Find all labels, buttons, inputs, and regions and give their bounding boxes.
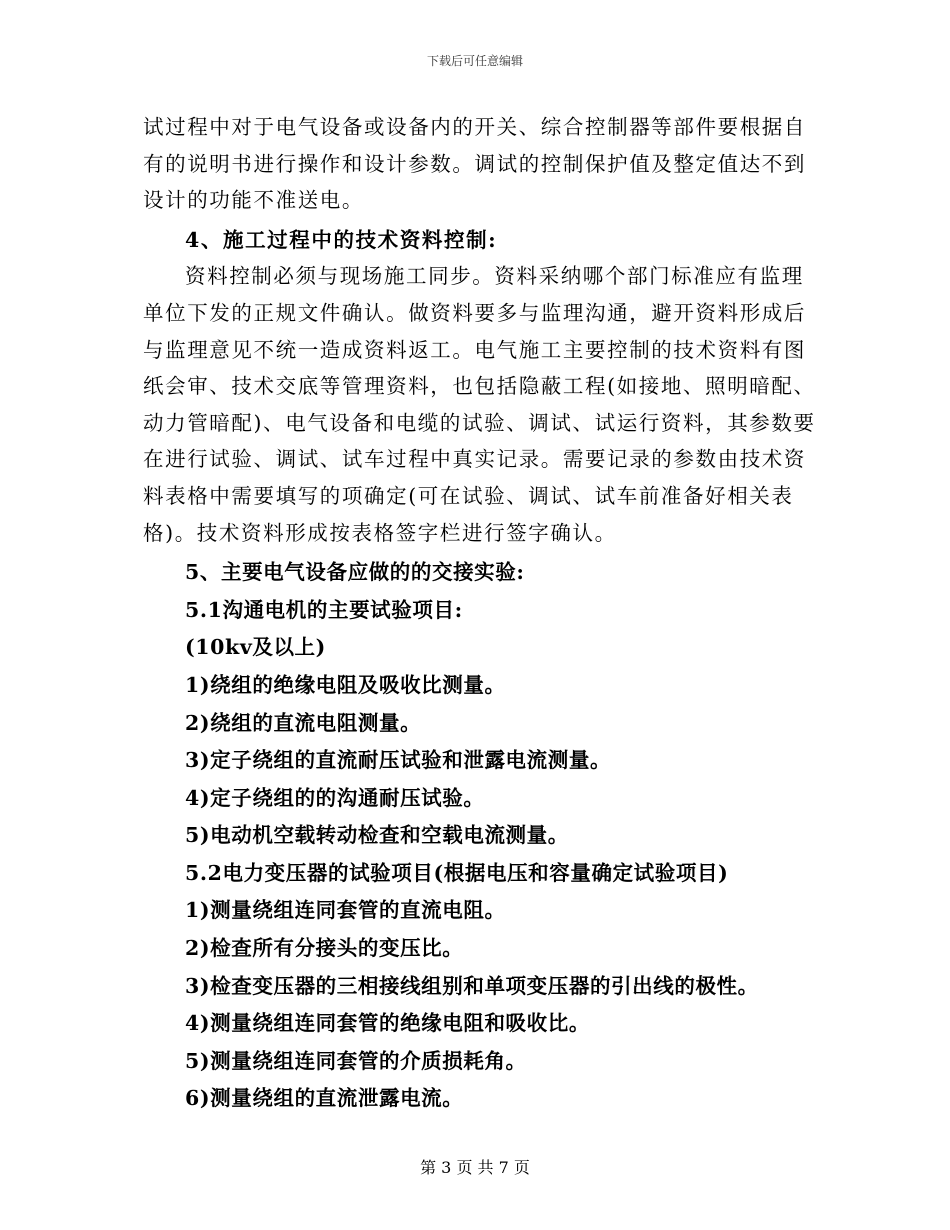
paragraph-line: 料表格中需要填写的项确定(可在试验、调试、试车前准备好相关表	[143, 483, 794, 508]
section-heading-5: 5、主要电气设备应做的的交接实验:	[185, 560, 525, 585]
paragraph-line: 有的说明书进行操作和设计参数。调试的控制保护值及整定值达不到	[143, 151, 806, 176]
list-item: (10kv及以上)	[185, 635, 326, 660]
paragraph-line: 动力管暗配)、电气设备和电缆的试验、调试、试运行资料，其参数要	[143, 410, 816, 435]
paragraph-line: 纸会审、技术交底等管理资料，也包括隐蔽工程(如接地、照明暗配、	[143, 374, 816, 399]
list-item: 6)测量绕组的直流泄露电流。	[185, 1086, 464, 1111]
paragraph-line: 与监理意见不统一造成资料返工。电气施工主要控制的技术资料有图	[143, 337, 806, 362]
paragraph-line: 试过程中对于电气设备或设备内的开关、综合控制器等部件要根据自	[143, 115, 806, 139]
list-item: 1)测量绕组连同套管的直流电阻。	[185, 898, 506, 923]
subsection-heading: 5.2电力变压器的试验项目(根据电压和容量确定试验项目)	[185, 860, 729, 885]
list-item: 3)检查变压器的三相接线组别和单项变压器的引出线的极性。	[185, 973, 759, 998]
document-body	[143, 109, 816, 1118]
paragraph-line: 资料控制必须与现场施工同步。资料采纳哪个部门标准应有监理	[185, 264, 804, 289]
list-item: 4)测量绕组连同套管的绝缘电阻和吸收比。	[185, 1011, 590, 1036]
page-header: 下载后可任意编辑	[426, 54, 523, 68]
subsection-heading: 5.1沟通电机的主要试验项目:	[185, 597, 463, 622]
list-item: 1)绕组的绝缘电阻及吸收比测量。	[185, 672, 506, 697]
paragraph-line: 在进行试验、调试、试车过程中真实记录。需要记录的参数由技术资	[143, 447, 806, 472]
list-item: 2)检查所有分接头的变压比。	[185, 936, 464, 961]
paragraph-line: 单位下发的正规文件确认。做资料要多与监理沟通，避开资料形成后	[143, 300, 806, 325]
page-number: 第 3 页 共 7 页	[420, 1158, 530, 1177]
list-item: 4)定子绕组的的沟通耐压试验。	[185, 785, 485, 810]
paragraph-line: 设计的功能不准送电。	[143, 188, 364, 213]
paragraph-line: 格)。技术资料形成按表格签字栏进行签字确认。	[143, 520, 617, 545]
section-heading-4: 4、施工过程中的技术资料控制:	[185, 227, 498, 252]
list-item: 3)定子绕组的直流耐压试验和泄露电流测量。	[185, 748, 612, 773]
list-item: 5)电动机空载转动检查和空载电流测量。	[185, 823, 569, 848]
list-item: 5)测量绕组连同套管的介质损耗角。	[185, 1048, 527, 1073]
list-item: 2)绕组的直流电阻测量。	[185, 710, 422, 735]
